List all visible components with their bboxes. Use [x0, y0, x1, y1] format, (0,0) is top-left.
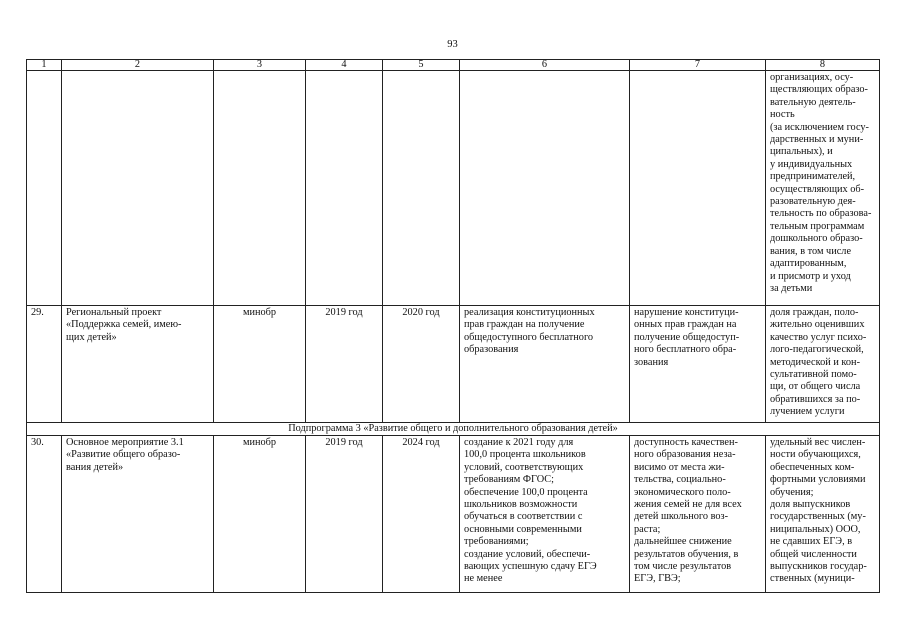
header-cell: 5 [383, 60, 460, 71]
indicator-link [766, 306, 880, 423]
text-line: методической и кон- [770, 356, 860, 368]
text-line: результатов обучения, в [634, 548, 739, 560]
text-line: осуществляющих об- [770, 183, 865, 195]
text-line: 100,0 процента школьников [464, 449, 586, 461]
expected-result [460, 306, 630, 423]
text-line: государственных (му- [770, 511, 866, 523]
text-line: выпускников государ- [770, 561, 867, 573]
header-cell: 6 [460, 60, 630, 71]
text-line: Основное мероприятие 3.1 [66, 437, 184, 448]
empty-cell [27, 71, 62, 306]
text-line: обратившихся за по- [770, 393, 861, 405]
text-line: (за исключением госу- [770, 121, 869, 133]
text-line: ности обучающихся, [770, 449, 861, 461]
text-line: доля выпускников [770, 499, 851, 511]
end-year: 2024 год [383, 436, 460, 593]
end-year: 2020 год [383, 306, 460, 423]
text-line: у индивидуальных [770, 158, 853, 170]
text-line: дарственных и муни- [770, 134, 864, 146]
empty-cell [62, 71, 214, 306]
text-line: лого-педагогической, [770, 344, 864, 356]
text-line: экономического поло- [634, 486, 731, 498]
text-line: фортными условиями [770, 474, 866, 486]
text-line: общей численности [770, 548, 857, 560]
text-line: вающих успешную сдачу ЕГЭ [464, 561, 597, 573]
text-line: «Развитие общего образо- [66, 449, 181, 461]
text-line: сультативной помо- [770, 369, 857, 381]
indicator-cell [766, 71, 880, 306]
text-line: онных прав граждан на [634, 319, 737, 331]
text-line: дальнейшее снижение [634, 536, 732, 548]
page-number: 93 [447, 39, 458, 50]
text-line: качество услуг психо- [770, 331, 867, 343]
text-line: прав граждан на получение [464, 319, 585, 331]
text-line: требованиями; [464, 536, 529, 548]
text-line: за детьми [770, 282, 813, 294]
text-line: дошкольного образо- [770, 233, 863, 245]
text-line: висимо от места жи- [634, 461, 725, 473]
text-line: ципальных), и [770, 146, 833, 158]
text-line: ниципальных) ООО, [770, 523, 861, 535]
empty-cell [306, 71, 383, 306]
text-line: щи, от общего числа [770, 381, 861, 393]
start-year: 2019 год [306, 306, 383, 423]
text-line: и присмотр и уход [770, 270, 851, 282]
text-line: обеспеченных ком- [770, 461, 855, 473]
non-implementation-consequence [630, 436, 766, 593]
text-line: ного образования неза- [634, 449, 736, 461]
text-line: тельства, социально- [634, 474, 726, 486]
text-line: обучаться в соответствии с [464, 511, 583, 523]
activity-name [62, 306, 214, 423]
text-line: вательную деятель- [770, 96, 856, 108]
subprogram-row [27, 423, 880, 436]
text-line: жительно оценивших [770, 319, 865, 331]
text-line: том числе результатов [634, 561, 732, 573]
activity-name [62, 436, 214, 593]
header-cell: 3 [214, 60, 306, 71]
text-line: основными современными [464, 523, 582, 535]
text-line: ность [770, 109, 795, 121]
header-cell: 8 [766, 60, 880, 71]
text-line: общедоступного бесплатного [464, 331, 594, 343]
text-line: разовательную дея- [770, 196, 856, 208]
executor: минобр [214, 436, 306, 593]
row-number: 29. [27, 306, 62, 423]
text-line: создание к 2021 году для [464, 437, 574, 448]
text-line: не менее [464, 573, 503, 585]
header-cell: 2 [62, 60, 214, 71]
text-line: создание условий, обеспечи- [464, 548, 591, 560]
text-line: получение общедоступ- [634, 331, 740, 343]
text-line: вания детей» [66, 461, 124, 473]
text-line: предпринимателей, [770, 171, 856, 183]
executor: минобр [214, 306, 306, 423]
text-line: обеспечение 100,0 процента [464, 486, 588, 498]
text-line: тельным программам [770, 220, 865, 232]
empty-cell [630, 71, 766, 306]
header-cell: 1 [27, 60, 62, 71]
text-line: школьников возможности [464, 499, 578, 511]
expected-result [460, 436, 630, 593]
empty-cell [383, 71, 460, 306]
non-implementation-consequence [630, 306, 766, 423]
subprogram-title: Подпрограмма 3 «Развитие общего и дополнительного образования детей» [27, 423, 880, 436]
text-line: организациях, осу- [770, 72, 854, 83]
empty-cell [460, 71, 630, 306]
text-line: адаптированным, [770, 258, 847, 270]
text-line: условий, соответствующих [464, 461, 584, 473]
text-line: детей школьного воз- [634, 511, 729, 523]
text-line: реализация конституционных [464, 307, 595, 318]
start-year: 2019 год [306, 436, 383, 593]
table-row-29 [27, 306, 880, 423]
text-line: доля граждан, поло- [770, 307, 859, 318]
text-line: Региональный проект [66, 307, 162, 318]
text-line: не сдавших ЕГЭ, в [770, 536, 853, 548]
text-line: жения семей не для всех [634, 499, 742, 511]
text-line: ЕГЭ, ГВЭ; [634, 573, 681, 585]
text-line: тельность по образова- [770, 208, 872, 220]
text-line: доступность качествен- [634, 437, 738, 448]
text-line: лучением услуги [770, 406, 845, 418]
indicator-link [766, 436, 880, 593]
continuation-row [27, 71, 880, 306]
text-line: ществляющих образо- [770, 84, 868, 96]
text-line: требованиям ФГОС; [464, 474, 554, 486]
text-line: ственных (муници- [770, 573, 855, 585]
text-line: зования [634, 356, 669, 368]
text-line: обучения; [770, 486, 814, 498]
program-table [26, 59, 880, 593]
empty-cell [214, 71, 306, 306]
text-line: удельный вес числен- [770, 437, 866, 448]
table-row-30 [27, 436, 880, 593]
text-line: нарушение конституци- [634, 307, 739, 318]
text-line: ного бесплатного обра- [634, 344, 737, 356]
header-cell: 4 [306, 60, 383, 71]
row-number: 30. [27, 436, 62, 593]
text-line: «Поддержка семей, имею- [66, 319, 182, 331]
text-line: вания, в том числе [770, 245, 852, 257]
text-line: образования [464, 344, 519, 356]
header-row [27, 60, 880, 71]
header-cell: 7 [630, 60, 766, 71]
text-line: щих детей» [66, 331, 117, 343]
text-line: раста; [634, 523, 661, 535]
